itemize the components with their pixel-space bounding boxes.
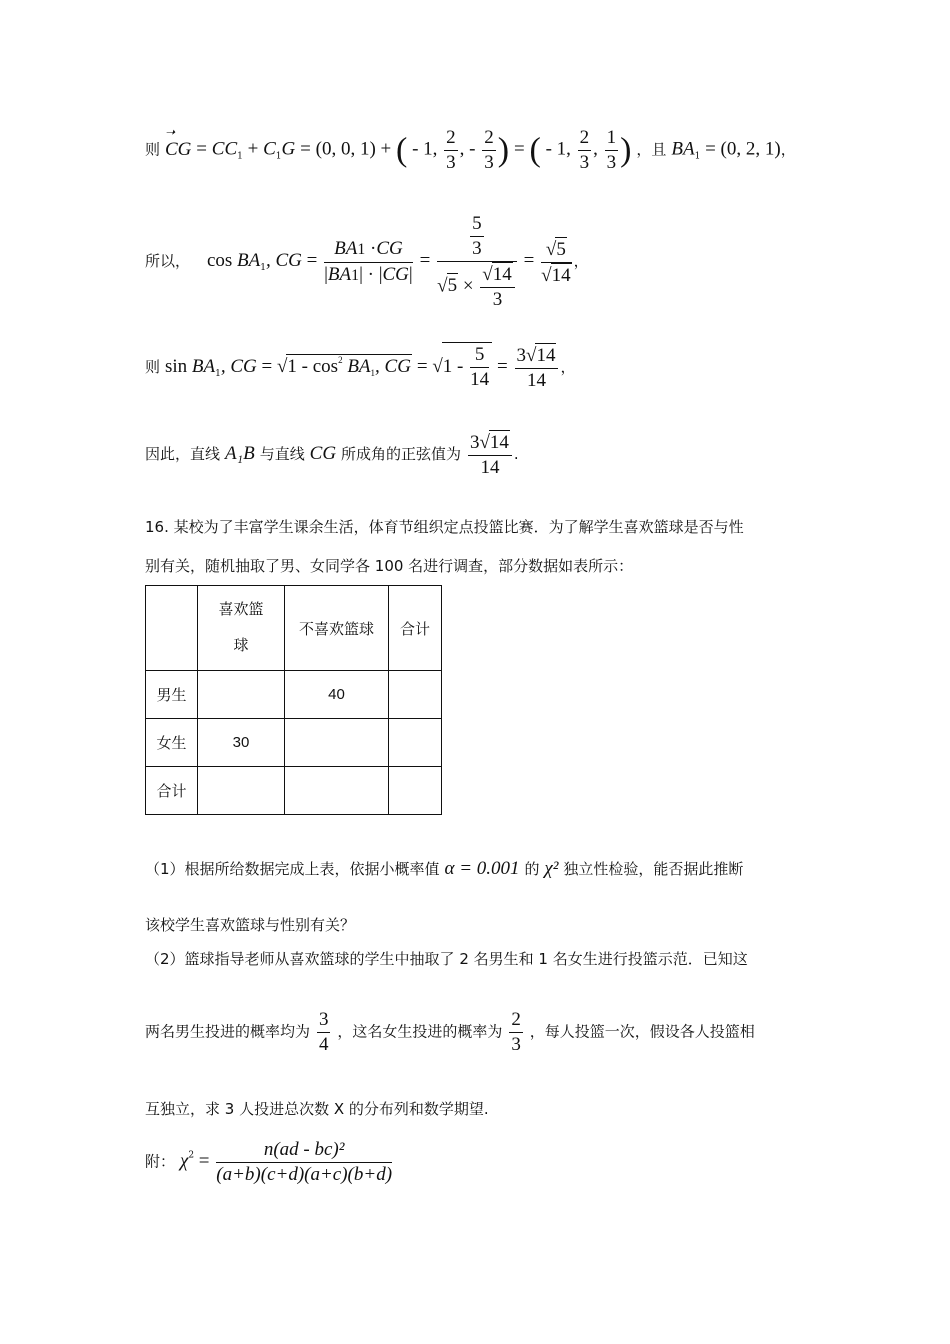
table-cell: 合计 — [146, 767, 198, 815]
question-1-line-1 — [145, 858, 743, 880]
table-cell — [285, 767, 389, 815]
frac-cos-value: $\frac{5}{3}$ √5 × $\frac{√14}{3}$ — [437, 212, 517, 312]
vector-cg: CG ➝ — [164, 124, 192, 160]
problem-line-2: 别有关，随机抽取了男、女同学各 100 名进行调查，部分数据如表所示： — [145, 557, 634, 575]
table-cell — [389, 767, 442, 815]
q1-text-c: 独立性检验，能否据此推断 — [563, 860, 744, 878]
solution-line-4 — [145, 430, 519, 480]
text-comma: ， — [780, 140, 796, 159]
line-cg: CG — [309, 443, 337, 464]
text-period: . — [513, 445, 519, 463]
table-header-cell: 不喜欢篮球 — [285, 586, 389, 671]
frac-3sqrt14-14: $\frac{3√14}{14}$ — [515, 343, 559, 393]
question-2-line-2 — [145, 1008, 755, 1057]
frac-3-4: $\frac{3}{4}$ — [318, 1009, 329, 1055]
table-cell — [389, 671, 442, 719]
frac-2-3: $\frac{2}{3}$ — [579, 127, 590, 173]
table-cell — [198, 671, 285, 719]
q2-text-b: ，这名女生投进的概率为 — [337, 1022, 503, 1041]
question-2-line-3: 互独立，求 3 人投进总次数 X 的分布列和数学期望. — [145, 1100, 489, 1118]
question-2-line-1: （2）篮球指导老师从喜欢篮球的学生中抽取了 2 名男生和 1 名女生进行投篮示范．已知这 — [145, 950, 748, 968]
frac-answer: $\frac{3√14}{14}$ — [468, 430, 512, 480]
table-row — [146, 767, 442, 815]
formula-denominator: (a+b)(c+d)(a+c)(b+d) — [216, 1164, 393, 1185]
appendix-formula: 附： $\chi^2$ = $\frac{\text{n(ad - bc)²}}{(a+b)(c+d)(a+c)(b+d)}$ — [145, 1139, 393, 1185]
text-yuzhixian: 与直线 — [259, 445, 305, 463]
solution-line-1: 则 CG ➝ = $CC_1 + C_1G = (0$, 0, 1) + ( - 1, $\frac{2}{3}$ , - $\frac{2}{3}$ ) = ( - 1, $\frac{2}{3}$ , $\frac{1}{3}$ ) ，且 $BA_1 = (0$, 2, 1)， — [145, 124, 796, 173]
data-table — [145, 585, 442, 815]
text-comma: ， — [560, 357, 576, 376]
table-header-cell: 喜欢篮球 — [198, 586, 285, 671]
vector-arrow-icon: ➝ — [164, 124, 176, 139]
frac-cos: $\frac{BA1 \cdot CG}{|BA1| \cdot |CG|}$ — [324, 237, 413, 285]
table-cell — [146, 586, 198, 671]
solution-line-2: 所以， $\cos BA_1$, CG = $\frac{BA1 \cdot CG}{|BA1| \cdot |CG|}$ = $\frac{5}{3}$ √5 × $\frac{√14}{3}$ = $\frac{√5}{√14}$ ， — [145, 213, 589, 310]
table-cell: 男生 — [146, 671, 198, 719]
q1-text-a: （1）根据所给数据完成上表，依据小概率值 — [145, 860, 440, 878]
text-suoyi: 所以， — [145, 252, 191, 270]
table-header-cell: 合计 — [389, 586, 442, 671]
formula-numerator: n(ad - bc)² — [216, 1138, 392, 1163]
table-cell — [389, 719, 442, 767]
table-row — [146, 719, 442, 767]
text-qie: ，且 — [636, 140, 667, 159]
table-cell — [285, 719, 389, 767]
text-comma: ， — [573, 252, 589, 270]
frac-1-3: $\frac{1}{3}$ — [606, 127, 617, 173]
alpha-value: α = 0.001 — [444, 858, 520, 879]
q1-text-b: 的 — [524, 860, 540, 878]
frac-2-3: $\frac{2}{3}$ — [511, 1009, 521, 1055]
q2-text-c: ，每人投篮一次，假设各人投篮相 — [529, 1022, 755, 1041]
solution-line-3: 则 $\sin BA_1$, CG = $√1 - \cos^2 BA_1$, CG = √1 - $\frac{5}{14}$ = $\frac{3√14}{14}$ ， — [145, 344, 576, 391]
appendix-label: 附： — [145, 1152, 176, 1171]
q2-text-a: 两名男生投进的概率均为 — [145, 1022, 311, 1041]
problem-line-1: 16. 某校为了丰富学生课余生活，体育节组织定点投篮比赛．为了解学生喜欢篮球是否与性 — [145, 518, 744, 536]
line-a1b: A₁B — [224, 443, 255, 464]
text-ze: 则 — [145, 357, 161, 376]
question-1-line-2: 该校学生喜欢篮球与性别有关？ — [145, 916, 356, 934]
table-row — [146, 671, 442, 719]
table-cell: 女生 — [146, 719, 198, 767]
chi-square: χ² — [544, 858, 559, 879]
frac-2-3: $\frac{2}{3}$ — [446, 127, 456, 173]
table-header-row — [146, 586, 442, 671]
table-cell — [198, 767, 285, 815]
table-cell: 40 — [285, 671, 389, 719]
text-yinci: 因此，直线 — [145, 445, 221, 463]
table-cell: 30 — [198, 719, 285, 767]
text-zhengxianzhi: 所成角的正弦值为 — [341, 445, 462, 463]
chi-square-formula — [216, 1138, 392, 1187]
text-ze: 则 — [145, 140, 161, 159]
frac-sqrt5-sqrt14: $\frac{√5}{√14}$ — [541, 238, 571, 286]
frac-2-3: $\frac{2}{3}$ — [484, 127, 494, 173]
